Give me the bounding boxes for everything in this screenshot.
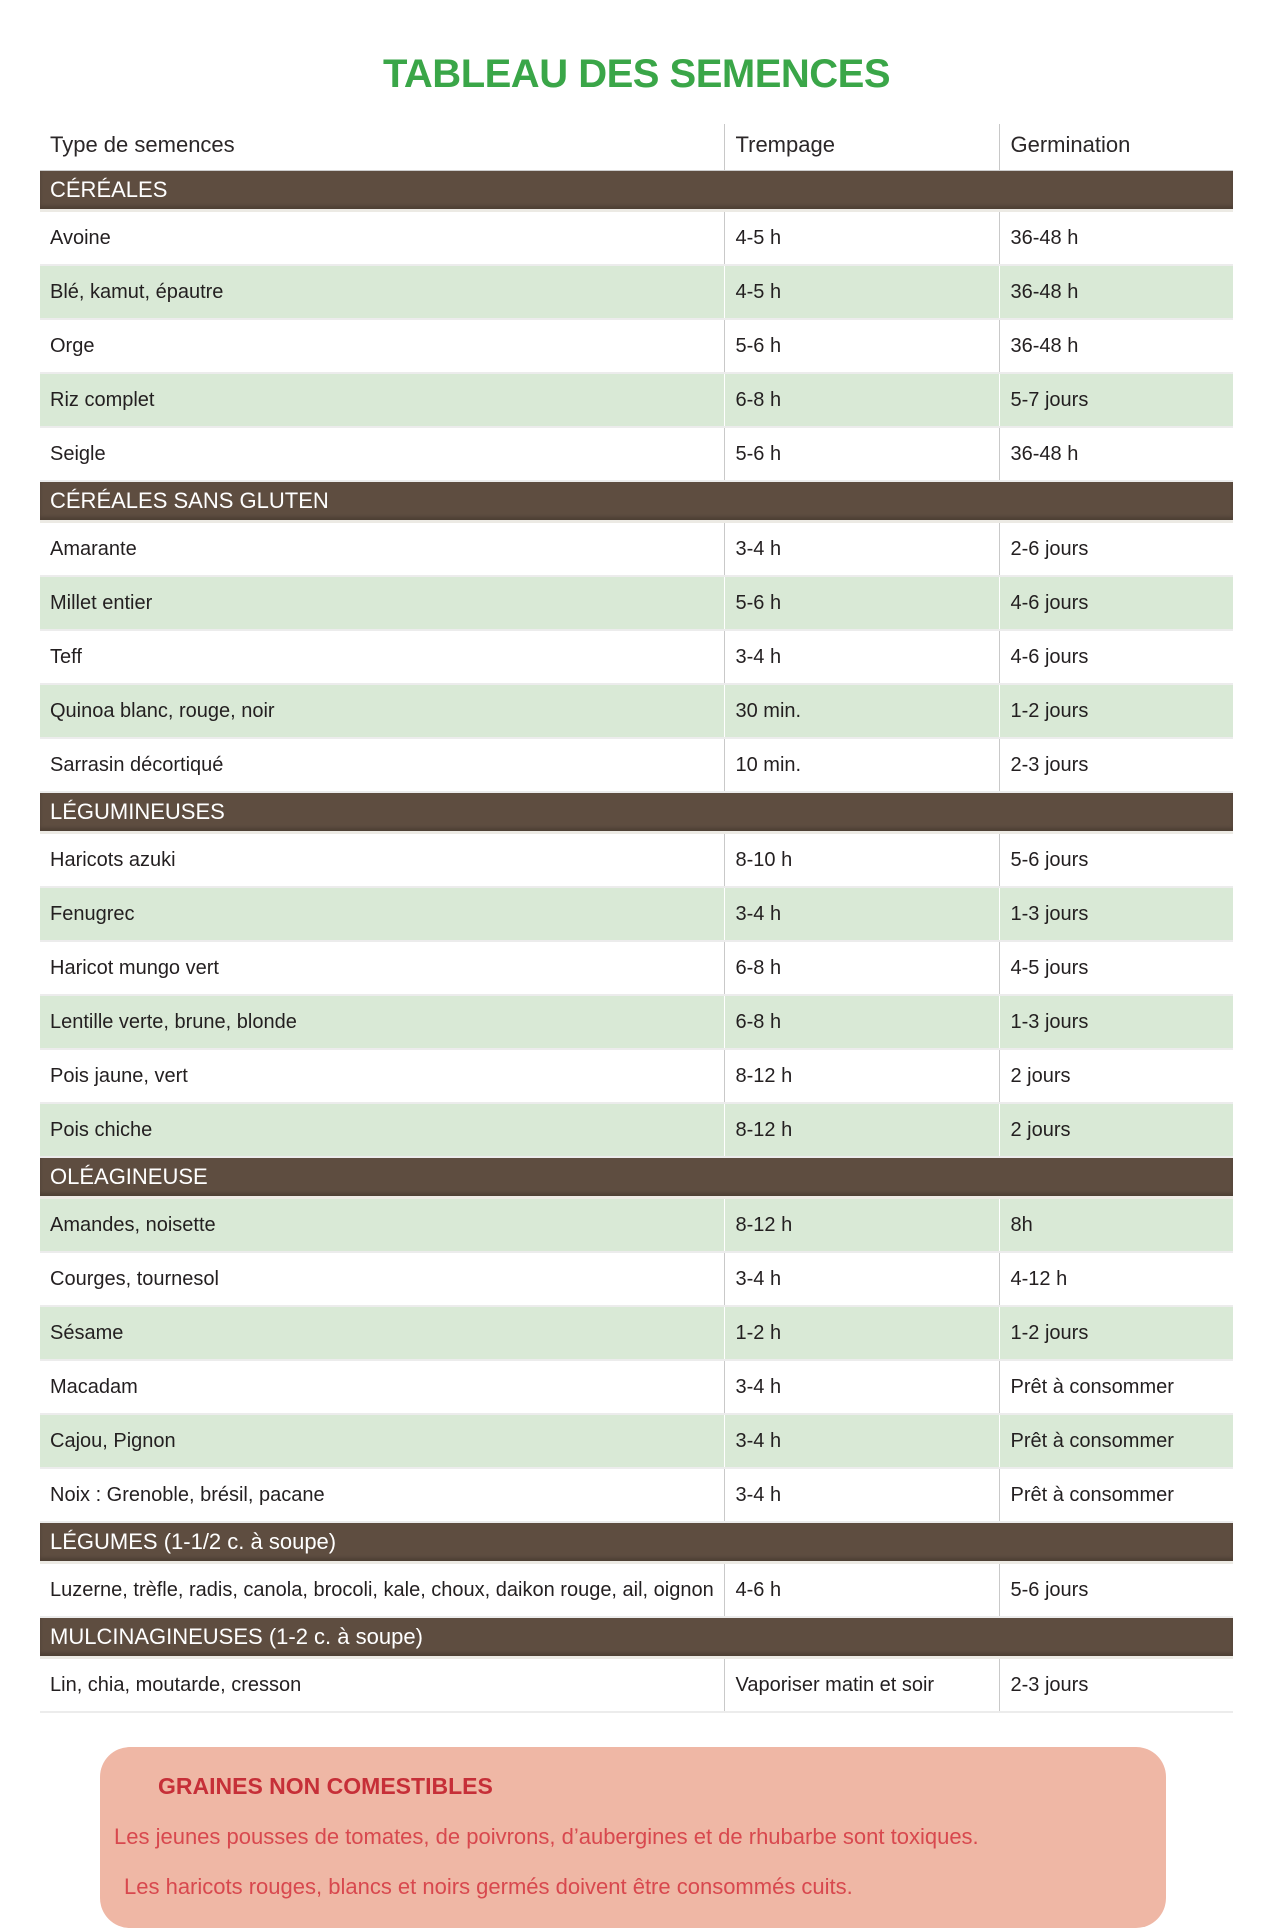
trempage-cell: 6-8 h bbox=[724, 373, 999, 427]
type-cell: Pois jaune, vert bbox=[40, 1049, 724, 1103]
table-row bbox=[40, 319, 1233, 373]
column-header-row bbox=[40, 124, 1233, 171]
type-cell: Cajou, Pignon bbox=[40, 1414, 724, 1468]
table-row bbox=[40, 1414, 1233, 1468]
page-title: TABLEAU DES SEMENCES bbox=[382, 52, 891, 96]
trempage-cell: 3-4 h bbox=[724, 887, 999, 941]
trempage-cell: 5-6 h bbox=[724, 319, 999, 373]
type-cell: Fenugrec bbox=[40, 887, 724, 941]
warning-box bbox=[100, 1747, 1166, 1928]
section-header-row bbox=[40, 1617, 1233, 1658]
table-row bbox=[40, 1197, 1233, 1252]
table-row bbox=[40, 1049, 1233, 1103]
type-cell: Lin, chia, moutarde, cresson bbox=[40, 1657, 724, 1712]
type-cell: Haricot mungo vert bbox=[40, 941, 724, 995]
trempage-cell: 1-2 h bbox=[724, 1306, 999, 1360]
germination-cell: 2-3 jours bbox=[999, 738, 1233, 792]
section-title: OLÉAGINEUSE bbox=[40, 1157, 1233, 1198]
trempage-cell: 10 min. bbox=[724, 738, 999, 792]
table-row bbox=[40, 832, 1233, 887]
germination-cell: 36-48 h bbox=[999, 319, 1233, 373]
table-row bbox=[40, 630, 1233, 684]
germination-cell: 8h bbox=[999, 1197, 1233, 1252]
table-row bbox=[40, 265, 1233, 319]
type-cell: Amarante bbox=[40, 521, 724, 576]
table-row bbox=[40, 1468, 1233, 1522]
type-cell: Noix : Grenoble, brésil, pacane bbox=[40, 1468, 724, 1522]
type-cell: Sarrasin décortiqué bbox=[40, 738, 724, 792]
germination-cell: 36-48 h bbox=[999, 210, 1233, 265]
germination-cell: 36-48 h bbox=[999, 265, 1233, 319]
germination-cell: 2 jours bbox=[999, 1103, 1233, 1157]
trempage-cell: 8-12 h bbox=[724, 1103, 999, 1157]
trempage-cell: 6-8 h bbox=[724, 995, 999, 1049]
warning-title: GRAINES NON COMESTIBLES bbox=[158, 1772, 493, 1799]
type-cell: Blé, kamut, épautre bbox=[40, 265, 724, 319]
type-cell: Courges, tournesol bbox=[40, 1252, 724, 1306]
section-header-row bbox=[40, 170, 1233, 210]
type-cell: Quinoa blanc, rouge, noir bbox=[40, 684, 724, 738]
trempage-cell: 8-10 h bbox=[724, 832, 999, 887]
type-cell: Macadam bbox=[40, 1360, 724, 1414]
germination-cell: 2-6 jours bbox=[999, 521, 1233, 576]
trempage-cell: 3-4 h bbox=[724, 521, 999, 576]
trempage-cell: 3-4 h bbox=[724, 1360, 999, 1414]
section-header-row bbox=[40, 1157, 1233, 1198]
table-row bbox=[40, 887, 1233, 941]
germination-cell: 1-3 jours bbox=[999, 887, 1233, 941]
section-title: CÉRÉALES SANS GLUTEN bbox=[40, 481, 1233, 522]
section-title: LÉGUMINEUSES bbox=[40, 792, 1233, 833]
section-header-row bbox=[40, 792, 1233, 833]
table-row bbox=[40, 576, 1233, 630]
table-row bbox=[40, 1562, 1233, 1617]
trempage-cell: 3-4 h bbox=[724, 1252, 999, 1306]
table-row bbox=[40, 995, 1233, 1049]
table-row bbox=[40, 738, 1233, 792]
germination-cell: 2-3 jours bbox=[999, 1657, 1233, 1712]
column-header-germination: Germination bbox=[999, 124, 1233, 171]
germination-cell: 5-6 jours bbox=[999, 832, 1233, 887]
table-row bbox=[40, 684, 1233, 738]
type-cell: Riz complet bbox=[40, 373, 724, 427]
type-cell: Avoine bbox=[40, 210, 724, 265]
germination-cell: 1-2 jours bbox=[999, 684, 1233, 738]
germination-cell: 5-7 jours bbox=[999, 373, 1233, 427]
germination-cell: 4-5 jours bbox=[999, 941, 1233, 995]
warning-line: Les jeunes pousses de tomates, de poivrons, d’aubergines et de rhubarbe sont toxiques. bbox=[114, 1823, 979, 1849]
germination-cell: 1-3 jours bbox=[999, 995, 1233, 1049]
type-cell: Orge bbox=[40, 319, 724, 373]
germination-cell: 1-2 jours bbox=[999, 1306, 1233, 1360]
section-title: LÉGUMES (1-1/2 c. à soupe) bbox=[40, 1522, 1233, 1563]
column-header-trempage: Trempage bbox=[724, 124, 999, 171]
germination-cell: 36-48 h bbox=[999, 427, 1233, 481]
trempage-cell: 3-4 h bbox=[724, 1414, 999, 1468]
table-row bbox=[40, 941, 1233, 995]
section-title: MULCINAGINEUSES (1-2 c. à soupe) bbox=[40, 1617, 1233, 1658]
type-cell: Lentille verte, brune, blonde bbox=[40, 995, 724, 1049]
table-row bbox=[40, 1360, 1233, 1414]
type-cell: Sésame bbox=[40, 1306, 724, 1360]
germination-cell: Prêt à consommer bbox=[999, 1414, 1233, 1468]
germination-cell: 4-6 jours bbox=[999, 630, 1233, 684]
type-cell: Amandes, noisette bbox=[40, 1197, 724, 1252]
type-cell: Millet entier bbox=[40, 576, 724, 630]
seed-table-body bbox=[40, 170, 1233, 1712]
trempage-cell: 4-5 h bbox=[724, 265, 999, 319]
trempage-cell: 4-6 h bbox=[724, 1562, 999, 1617]
table-row bbox=[40, 1657, 1233, 1712]
germination-cell: Prêt à consommer bbox=[999, 1468, 1233, 1522]
type-cell: Luzerne, trèfle, radis, canola, brocoli, kale, choux, daikon rouge, ail, oignon bbox=[40, 1562, 724, 1617]
type-cell: Pois chiche bbox=[40, 1103, 724, 1157]
trempage-cell: 6-8 h bbox=[724, 941, 999, 995]
trempage-cell: 5-6 h bbox=[724, 427, 999, 481]
trempage-cell: Vaporiser matin et soir bbox=[724, 1657, 999, 1712]
type-cell: Haricots azuki bbox=[40, 832, 724, 887]
table-row bbox=[40, 210, 1233, 265]
trempage-cell: 8-12 h bbox=[724, 1197, 999, 1252]
germination-cell: 5-6 jours bbox=[999, 1562, 1233, 1617]
table-row bbox=[40, 373, 1233, 427]
warning-line: Les haricots rouges, blancs et noirs germés doivent être consommés cuits. bbox=[124, 1873, 853, 1899]
table-row bbox=[40, 427, 1233, 481]
trempage-cell: 30 min. bbox=[724, 684, 999, 738]
section-header-row bbox=[40, 1522, 1233, 1563]
table-row bbox=[40, 1252, 1233, 1306]
germination-cell: 4-12 h bbox=[999, 1252, 1233, 1306]
section-header-row bbox=[40, 481, 1233, 522]
germination-cell: 4-6 jours bbox=[999, 576, 1233, 630]
type-cell: Teff bbox=[40, 630, 724, 684]
trempage-cell: 5-6 h bbox=[724, 576, 999, 630]
type-cell: Seigle bbox=[40, 427, 724, 481]
section-title: CÉRÉALES bbox=[40, 170, 1233, 210]
table-row bbox=[40, 1103, 1233, 1157]
seed-table bbox=[40, 124, 1233, 1713]
trempage-cell: 4-5 h bbox=[724, 210, 999, 265]
table-row bbox=[40, 521, 1233, 576]
germination-cell: Prêt à consommer bbox=[999, 1360, 1233, 1414]
trempage-cell: 8-12 h bbox=[724, 1049, 999, 1103]
column-header-type: Type de semences bbox=[40, 124, 724, 171]
germination-cell: 2 jours bbox=[999, 1049, 1233, 1103]
seed-table-grid bbox=[40, 124, 1233, 1713]
trempage-cell: 3-4 h bbox=[724, 630, 999, 684]
table-row bbox=[40, 1306, 1233, 1360]
trempage-cell: 3-4 h bbox=[724, 1468, 999, 1522]
